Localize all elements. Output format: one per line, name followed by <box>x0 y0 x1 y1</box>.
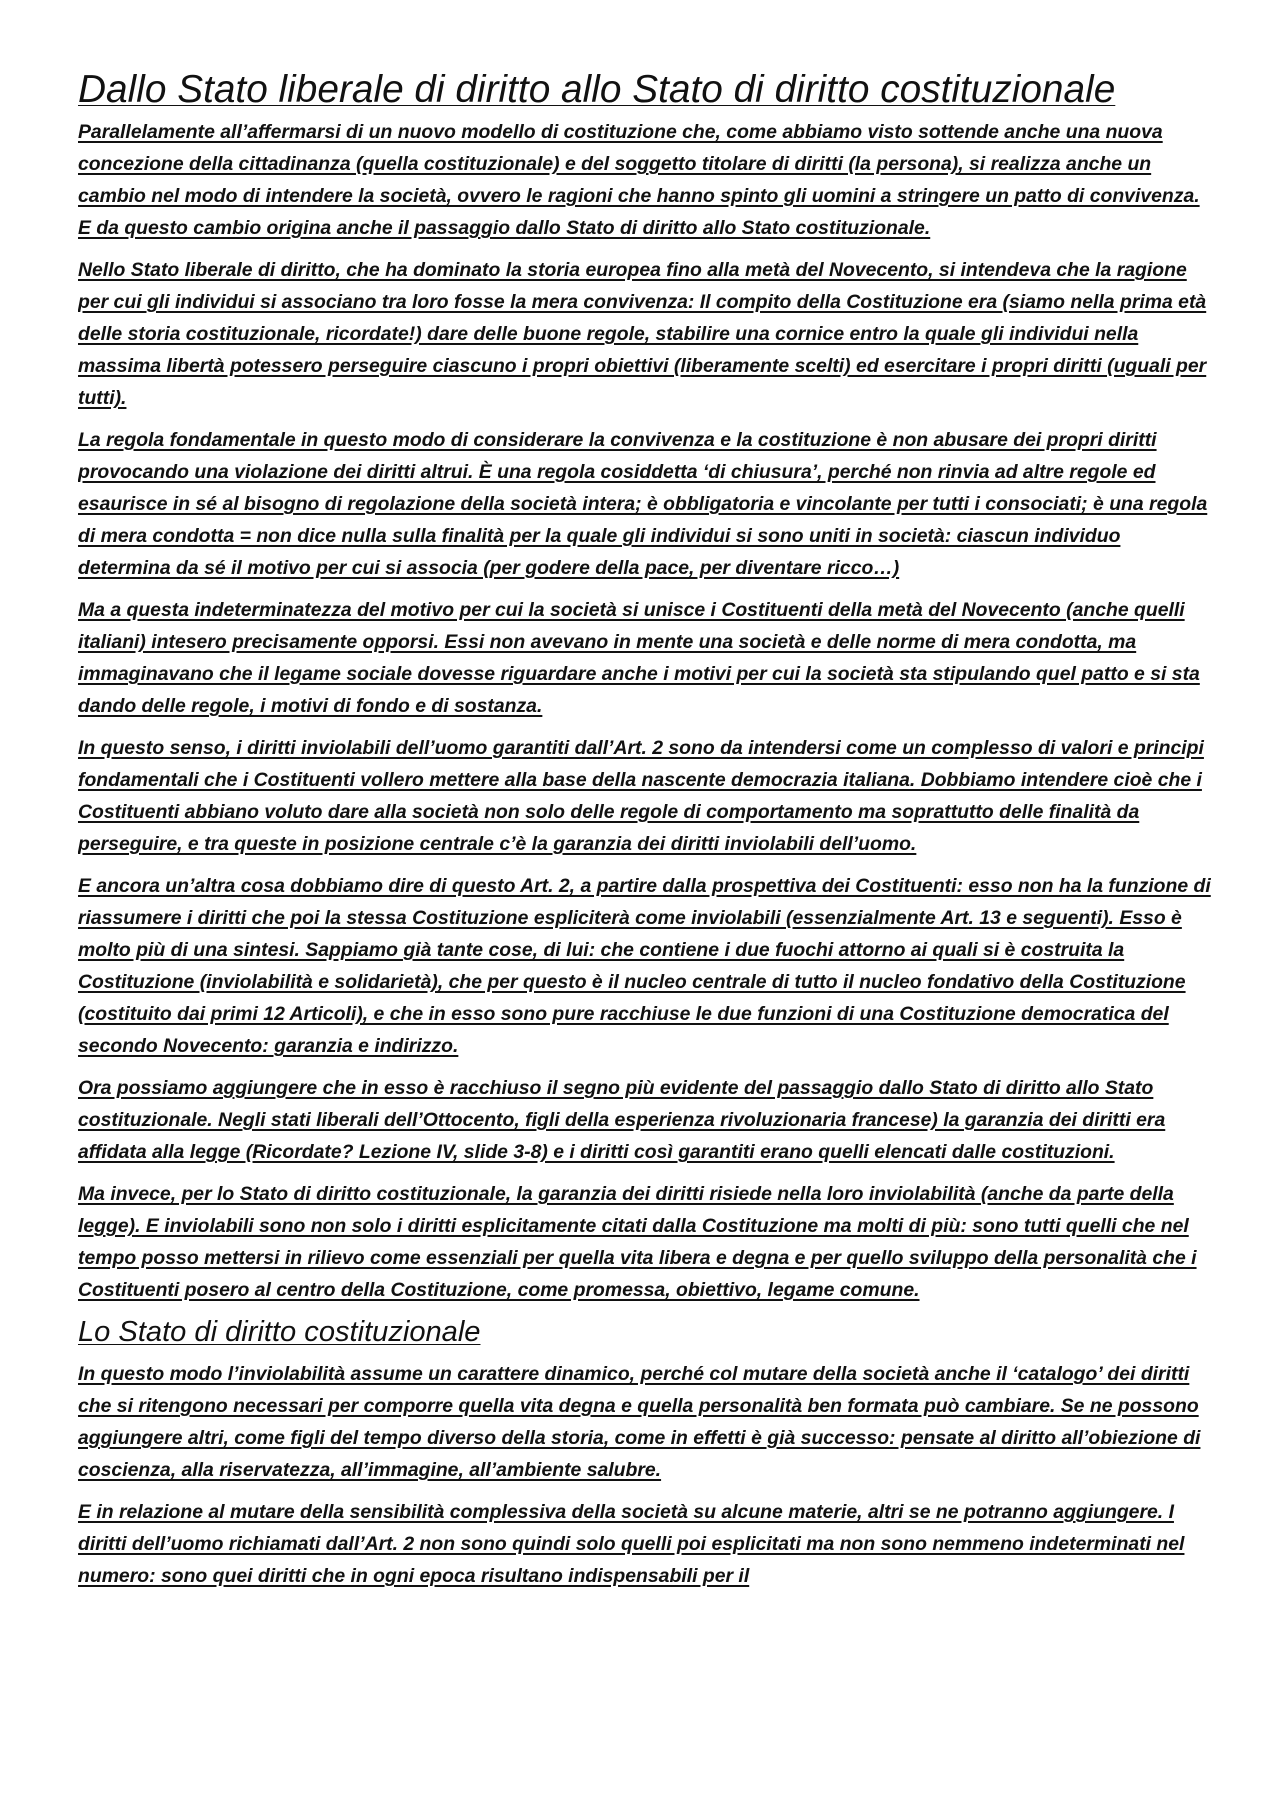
section-heading: Lo Stato di diritto costituzionale <box>78 1316 481 1348</box>
paragraph: Ma a questa indeterminatezza del motivo per cui la società si unisce i Costituenti della metà del Novecento (anche quelli italiani) intesero precisamente opporsi. Essi non avevano in mente una società e delle norme di mera condotta, ma immaginavano che il legame sociale dovesse riguardare anche i motivi per cui la società sta stipulando quel patto e si sta dando delle regole, i motivi di fondo e di sostanza. <box>78 599 1200 717</box>
page-title: Dallo Stato liberale di diritto allo Stato di diritto costituzionale <box>78 74 1116 111</box>
paragraph: Ora possiamo aggiungere che in esso è racchiuso il segno più evidente del passaggio dallo Stato di diritto allo Stato costituzionale. Negli stati liberali dell’Ottocento, figli della esperienza rivoluzionaria francese) la garanzia dei diritti era affidata alla legge (Ricordate? Lezione IV, slide 3-8) e i diritti così garantiti erano quelli elencati dalle costituzioni. <box>78 1077 1166 1163</box>
paragraph: In questo senso, i diritti inviolabili dell’uomo garantiti dall’Art. 2 sono da intendersi come un complesso di valori e principi fondamentali che i Costituenti vollero mettere alla base della nascente democrazia italiana. Dobbiamo intendere cioè che i Costituenti abbiano voluto dare alla società non solo delle regole di comportamento ma soprattutto delle finalità da perseguire, e tra queste in posizione centrale c’è la garanzia dei diritti inviolabili dell’uomo. <box>78 737 1204 855</box>
paragraph: In questo modo l’inviolabilità assume un carattere dinamico, perché col mutare della società anche il ‘catalogo’ dei diritti che si ritengono necessari per comporre quella vita degna e quella personalità ben formata può cambiare. Se ne possono aggiungere altri, come figli del tempo diverso della storia, come in effetti è già successo: pensate al diritto all’obiezione di coscienza, alla riservatezza, all’immagine, all’ambiente salubre. <box>78 1363 1201 1481</box>
document-page <box>78 74 1214 1774</box>
paragraph: E ancora un’altra cosa dobbiamo dire di questo Art. 2, a partire dalla prospettiva dei Costituenti: esso non ha la funzione di riassumere i diritti che poi la stessa Costituzione espliciterà come inviolabili (essenzialmente Art. 13 e seguenti). Esso è molto più di una sintesi. Sappiamo già tante cose, di lui: che contiene i due fuochi attorno ai quali si è costruita la Costituzione (inviolabilità e solidarietà), che per questo è il nucleo centrale di tutto il nucleo fondativo della Costituzione (costituito dai primi 12 Articoli), e che in esso sono pure racchiuse le due funzioni di una Costituzione democratica del secondo Novecento: garanzia e indirizzo. <box>78 875 1211 1057</box>
paragraph: Nello Stato liberale di diritto, che ha dominato la storia europea fino alla metà del Novecento, si intendeva che la ragione per cui gli individui si associano tra loro fosse la mera convivenza: Il compito della Costituzione era (siamo nella prima età delle storia costituzionale, ricordate!) dare delle buone regole, stabilire una cornice entro la quale gli individui nella massima libertà potessero perseguire ciascuno i propri obiettivi (liberamente scelti) ed esercitare i propri diritti (uguali per tutti). <box>78 259 1207 409</box>
paragraph: La regola fondamentale in questo modo di considerare la convivenza e la costituzione è non abusare dei propri diritti provocando una violazione dei diritti altrui. È una regola cosiddetta ‘di chiusura’, perché non rinvia ad altre regole ed esaurisce in sé al bisogno di regolazione della società intera; è obbligatoria e vincolante per tutti i consociati; è una regola di mera condotta = non dice nulla sulla finalità per la quale gli individui si sono uniti in società: ciascun individuo determina da sé il motivo per cui si associa (per godere della pace, per diventare ricco…) <box>78 429 1208 579</box>
paragraph: E in relazione al mutare della sensibilità complessiva della società su alcune materie, altri se ne potranno aggiungere. I diritti dell’uomo richiamati dall’Art. 2 non sono quindi solo quelli poi esplicitati ma non sono nemmeno indeterminati nel numero: sono quei diritti che in ogni epoca risultano indispensabili per il <box>78 1501 1185 1587</box>
paragraph: Parallelamente all’affermarsi di un nuovo modello di costituzione che, come abbiamo visto sottende anche una nuova concezione della cittadinanza (quella costituzionale) e del soggetto titolare di diritti (la persona), si realizza anche un cambio nel modo di intendere la società, ovvero le ragioni che hanno spinto gli uomini a stringere un patto di convivenza. E da questo cambio origina anche il passaggio dallo Stato di diritto allo Stato costituzionale. <box>78 121 1200 239</box>
paragraph: Ma invece, per lo Stato di diritto costituzionale, la garanzia dei diritti risiede nella loro inviolabilità (anche da parte della legge). E inviolabili sono non solo i diritti esplicitamente citati dalla Costituzione ma molti di più: sono tutti quelli che nel tempo posso mettersi in rilievo come essenziali per quella vita libera e degna e per quello sviluppo della personalità che i Costituenti posero al centro della Costituzione, come promessa, obiettivo, legame comune. <box>78 1183 1197 1301</box>
